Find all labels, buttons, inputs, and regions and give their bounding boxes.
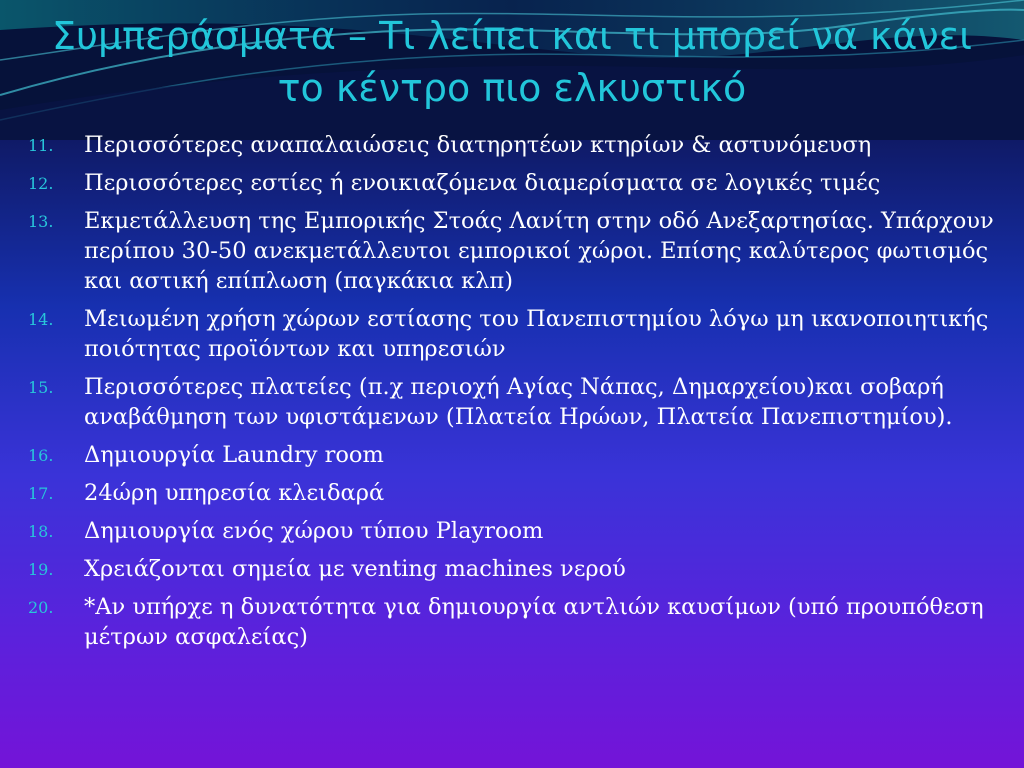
list-item-text: *Αν υπήρχε η δυνατότητα για δημιουργία αντλιών καυσίμων (υπό προυπόθεση μέτρων ασφαλείας) — [84, 594, 984, 650]
list-item-number: 19. — [28, 560, 54, 579]
list-item — [28, 130, 1003, 160]
list-item-text: Χρειάζονται σημεία με venting machines νερού — [84, 556, 626, 582]
list-item — [28, 304, 1003, 364]
list-item-number: 14. — [28, 310, 54, 329]
list-item — [28, 554, 1003, 584]
slide-title — [0, 10, 1024, 114]
list-item — [28, 592, 1003, 652]
list-item-number: 12. — [28, 174, 54, 193]
slide-title-line-2: το κέντρο πιο ελκυστικό — [277, 66, 747, 110]
list-item — [28, 206, 1003, 296]
list-item-number: 20. — [28, 598, 54, 617]
list-item-number: 13. — [28, 212, 54, 231]
list-item — [28, 168, 1003, 198]
list-item-number: 11. — [28, 136, 54, 155]
list-item-text: Μειωμένη χρήση χώρων εστίασης του Πανεπιστημίου λόγω μη ικανοποιητικής ποιότητας προϊόντων και υπηρεσιών — [84, 306, 989, 362]
list-item-number: 15. — [28, 378, 54, 397]
conclusions-list — [28, 130, 1003, 660]
list-item-text: Δημιουργία Laundry room — [84, 442, 384, 468]
list-item-text: Περισσότερες εστίες ή ενοικιαζόμενα διαμερίσματα σε λογικές τιμές — [84, 170, 881, 196]
slide-title-line-1: Συμπεράσματα – Τι λείπει και τι μπορεί να κάνει — [51, 14, 973, 58]
list-item-text: Περισσότερες πλατείες (π.χ περιοχή Αγίας Νάπας, Δημαρχείου)και σοβαρή αναβάθμηση των υφιστάμενων (Πλατεία Ηρώων, Πλατεία Πανεπιστημίου). — [84, 374, 953, 430]
list-item — [28, 516, 1003, 546]
list-item-text: Δημιουργία ενός χώρου τύπου Playroom — [84, 518, 544, 544]
list-item-number: 16. — [28, 446, 54, 465]
list-item-number: 18. — [28, 522, 54, 541]
list-item — [28, 440, 1003, 470]
list-item-number: 17. — [28, 484, 54, 503]
list-item-text: 24ώρη υπηρεσία κλειδαρά — [84, 480, 385, 506]
list-item — [28, 478, 1003, 508]
list-item-text: Περισσότερες αναπαλαιώσεις διατηρητέων κτηρίων & αστυνόμευση — [84, 132, 872, 158]
list-item-text: Εκμετάλλευση της Εμπορικής Στοάς Λανίτη στην οδό Ανεξαρτησίας. Υπάρχουν περίπου 30-50 ανεκμετάλλευτοι εμπορικοί χώροι. Επίσης καλύτερος φωτισμός και αστική επίπλωση (παγκάκια κλπ) — [84, 208, 994, 294]
list-item — [28, 372, 1003, 432]
